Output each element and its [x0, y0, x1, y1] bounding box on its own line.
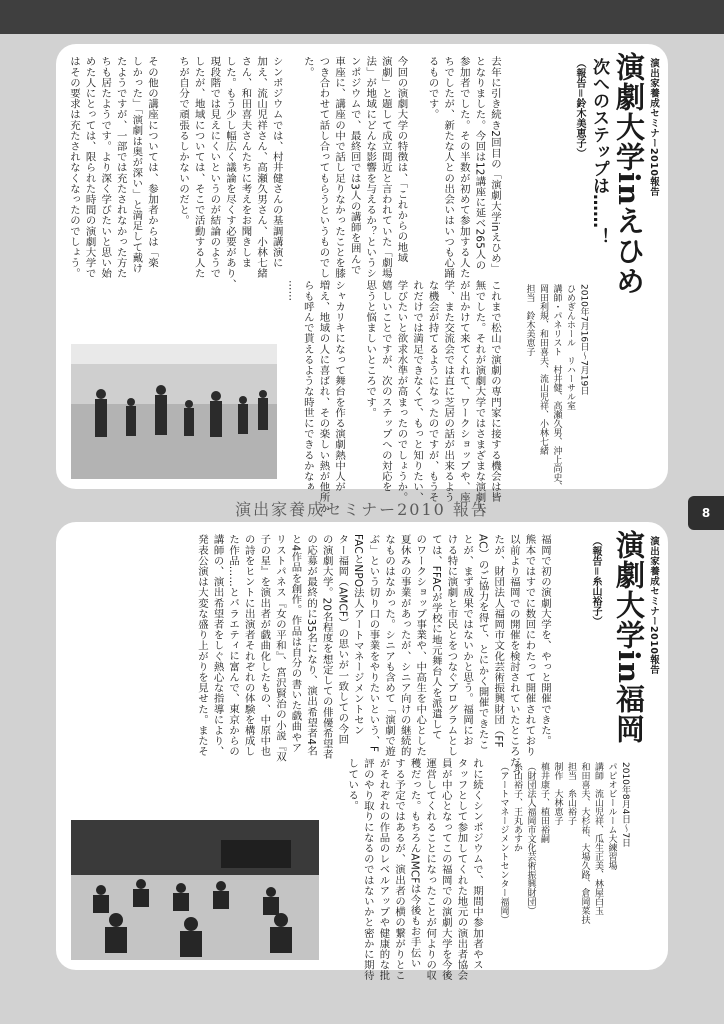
body-line: の演劇大学。20名程度を想定しての俳優希望者 — [320, 534, 333, 760]
body-line — [408, 56, 424, 306]
body-line: する予定ではあるが、演出者の横の繋がりとこ — [393, 758, 406, 981]
body-line: 員が中心となってこの福岡での演劇大学を今後 — [439, 758, 452, 981]
body-line: シンポジウムでは、村井健さんの基調講演に — [270, 56, 283, 268]
event-production: 制作 大林恵子 — [552, 762, 563, 825]
body-line: な機会が持てるようになったのですが、もうそ — [426, 280, 439, 503]
body-line: たが、財団法人福岡市文化芸術振興財団（FF — [492, 534, 505, 748]
body-line: したが、地域については、そこで活動する人た — [192, 56, 205, 279]
event-lecturers-cont: 和田喜夫、大杉祐、大場久路、倉岡菜扶 — [579, 762, 590, 924]
top-band — [0, 0, 724, 34]
event-staff: 担当 糸山裕子 — [566, 762, 576, 825]
body-line: さん、和田喜夫さんたちに考えをお聞きしま — [239, 56, 252, 268]
body-line: FACとNPO法人アートマネージメントセン — [351, 534, 364, 736]
series-label: 演出家養成セミナー2010報告 — [648, 58, 659, 197]
body-line: 子の星』を演出者が戯曲化したもの、中原中也 — [258, 534, 271, 757]
event-lecturers-cont: 岡田利規、和田喜夫、流山児祥、小林七緒 — [538, 284, 548, 455]
body-line: 増え、地域の人に喜ばれ、その楽しい熱が他所か — [317, 280, 330, 514]
body-line: と4作品を創作。作品は自分の書いた戯曲やア — [289, 534, 302, 753]
reporter-credit: （報告＝糸山裕子） — [590, 536, 601, 626]
body-line — [284, 56, 300, 306]
body-line: 講師の、演出希望者をしぐ熱心な指導により、 — [211, 534, 224, 757]
event-lecturers: 講師 流山児祥、瓜生正美、林屋白玉 — [593, 762, 603, 915]
event-production-org: （財団法人福岡市文化芸術振興財団） — [525, 762, 536, 915]
body-line: 運営してくれることになったことが何よりの収 — [424, 758, 437, 981]
body-line: している。 — [346, 758, 359, 811]
workshop-photo-fukuoka-image — [71, 820, 319, 960]
body-line: 発表公演は大変な盛り上がりを見せた。またそ — [195, 534, 208, 757]
event-staff: 担当 鈴木美恵子 — [524, 284, 535, 356]
body-line: 学、また交流会では直に芝居の話が出来るよう — [442, 280, 455, 503]
body-text-upper — [122, 534, 552, 784]
body-line: ンポジウムで、最終回では3人の講師を囲んで — [348, 56, 361, 275]
article-fukuoka-card — [56, 522, 668, 981]
body-line: 法」が地域にどんな影響を与えるか？というシ — [364, 56, 377, 279]
body-line: ター福岡（AMCF）の思いが一致しての今回 — [336, 534, 349, 745]
divider-title: 演出家養成セミナー2010 報告 — [235, 500, 489, 519]
page-number: 8 — [688, 496, 724, 530]
event-info — [496, 762, 631, 962]
body-line — [346, 280, 362, 480]
article-title: 演劇大学in福岡 — [612, 530, 646, 745]
body-text-lower — [334, 758, 484, 981]
body-line: ちも居たようです。より深く学びたいと思い始 — [99, 56, 112, 279]
body-line: るものです。 — [426, 56, 439, 120]
body-line: これまで松山で演劇の専門家に接する機会は皆 — [489, 280, 501, 503]
workshop-photo-fukuoka — [71, 820, 319, 960]
body-line: ぶ」という切り口の事業をやりたいという、F — [367, 534, 380, 753]
body-line: た作品……とバラエティに富んで、東京からの — [227, 534, 240, 757]
workshop-photo-ehime — [71, 344, 277, 479]
body-line: 車座に、講座の中で話し足りなかったことを膝 — [333, 56, 346, 279]
body-line: はその要求は充たされなくなったのでしょう。 — [67, 56, 80, 279]
body-line: 福岡で初の演劇大学を、やっと開催できた。 — [539, 534, 551, 746]
body-line: 参加者でした。その半数が初めて参加する人た — [457, 56, 470, 279]
event-venue: パピオビールーム大練習場 — [606, 762, 617, 870]
body-line: めた人にとっては、限られた時間の演劇大学で — [83, 56, 96, 279]
body-line: の詩をヒントに出演者それぞれの体験を構成し — [242, 534, 255, 757]
body-line: 以前より福岡での開催を検討されていたところだっ — [507, 534, 520, 778]
body-line: が出かけて来てくれて、ワークショップや、座 — [457, 280, 470, 503]
event-production-cont: 槙井康子、植田裕嗣 — [539, 762, 549, 843]
body-line: その他の講座については、参加者からは「楽 — [145, 56, 158, 268]
body-line: らも呼んで貰えるような時世にできるかなぁ — [301, 280, 314, 492]
body-line: ては、FFACが学校に地元舞台人を派遣して — [429, 534, 442, 741]
body-line: ちが自分で頑張るしかないのだと。 — [177, 56, 190, 226]
body-line: しかった」「演劇は奥が深い」と満足して戴け — [130, 56, 143, 274]
body-line: のワークショップ事業や、中高生を中心とした — [414, 534, 427, 757]
article-ehime-card — [56, 44, 668, 514]
body-line: ちでしたが、新たな人との出会いはいつも心踊 — [442, 56, 455, 279]
article-subtitle: 次へのステップは……！ — [589, 58, 609, 245]
body-line: 思うと悩ましいところです。 — [364, 280, 377, 418]
event-lecturers: 講師・パネリスト 村井健、高瀬久男、沖上尚史、 — [551, 284, 562, 491]
body-line: た。 — [301, 56, 314, 78]
event-info — [522, 284, 590, 491]
event-production-org2: （アートマネージメントセンター福岡） — [498, 762, 509, 924]
body-line: リストパネス『女の平和』、宮沢賢治の小説『双 — [273, 534, 286, 762]
body-line: した。もう少し幅広く議論を尽くす必要があり、 — [223, 56, 236, 290]
body-line: AC）のご協力を得て、とにかく開催できたこ — [476, 534, 489, 750]
body-line: 穫だった。もちろんAMCFは今後もお手伝い — [408, 758, 421, 969]
body-line: れだけでは満足できなくて、もっと知りたい、 — [411, 280, 424, 503]
body-line: 今回の演劇大学の特徴は、「これからの地域 — [395, 56, 408, 263]
body-line: なものはなかった。シニアも含めて「演劇で遊 — [383, 534, 396, 757]
body-line: シャカリキになって舞台を作る演劇熱中人が — [333, 280, 346, 492]
body-line: 加え、流山児祥さん、高瀬久男さん、小林七緒 — [255, 56, 268, 279]
event-production-cont2: 糸山裕子、王丸あすか — [512, 762, 522, 852]
body-line: とが、まず成果ではないかと思う。福岡にお — [461, 534, 474, 746]
body-line: つき合わせて話し合ってもらうというものでし — [317, 56, 330, 279]
event-date: 2010年7月16日〜7月19日 — [578, 284, 589, 396]
body-line: の応募が最終的に35名になり、演出希望者4名 — [305, 534, 318, 756]
series-label: 演出家養成セミナー2010報告 — [648, 536, 659, 675]
reporter-credit: （報告＝鈴木美恵子） — [574, 58, 585, 158]
body-line: となりました。今回は12講座に延べ265人の — [473, 56, 486, 271]
event-date: 2010年8月4日〜7日 — [620, 762, 630, 848]
workshop-photo-ehime-image — [71, 344, 277, 479]
body-line: 現段階では見えにくいというのが結論のようで — [208, 56, 221, 279]
body-line: 評のやり取りになるのではないかと密かに期待 — [361, 758, 374, 981]
body-line: 無でした。それが演劇大学ではさまざまな演劇人 — [473, 280, 486, 514]
body-line: 去年に引き続き2回目の「演劇大学inえひめ」 — [489, 56, 501, 275]
body-text-upper — [67, 56, 502, 306]
body-line: たようですが、一部では充たされなかった方た — [114, 56, 127, 279]
body-line: …… — [286, 280, 299, 302]
body-line: 学びたいと欲求水準が高まったのでしょうか。 — [395, 280, 408, 503]
body-line: がそれぞれの作品のレベルアップや健康的な批 — [377, 758, 390, 981]
body-line: 演劇」と題して成立間近と言われていた「劇場 — [379, 56, 392, 279]
body-line: タッフとして参加してくれた地元の演出者協会 — [455, 758, 468, 981]
body-line: れに続くシンポジウムで、期間中参加者やス — [471, 758, 483, 970]
event-venue: ひめぎんホール リハーサル室 — [565, 284, 575, 410]
body-line — [159, 56, 175, 306]
article-title: 演劇大学inえひめ — [612, 52, 646, 297]
body-line: 熊本ではすでに数回にわたって開催されており — [523, 534, 536, 757]
body-line: ける特に演劇と市民とをつなぐプログラムとし — [445, 534, 458, 757]
body-line: 夏休みの事業があったが、シニア向けの継続的 — [398, 534, 411, 757]
body-line: 嬉しいことですが、次のステップへの対応を — [379, 280, 392, 492]
